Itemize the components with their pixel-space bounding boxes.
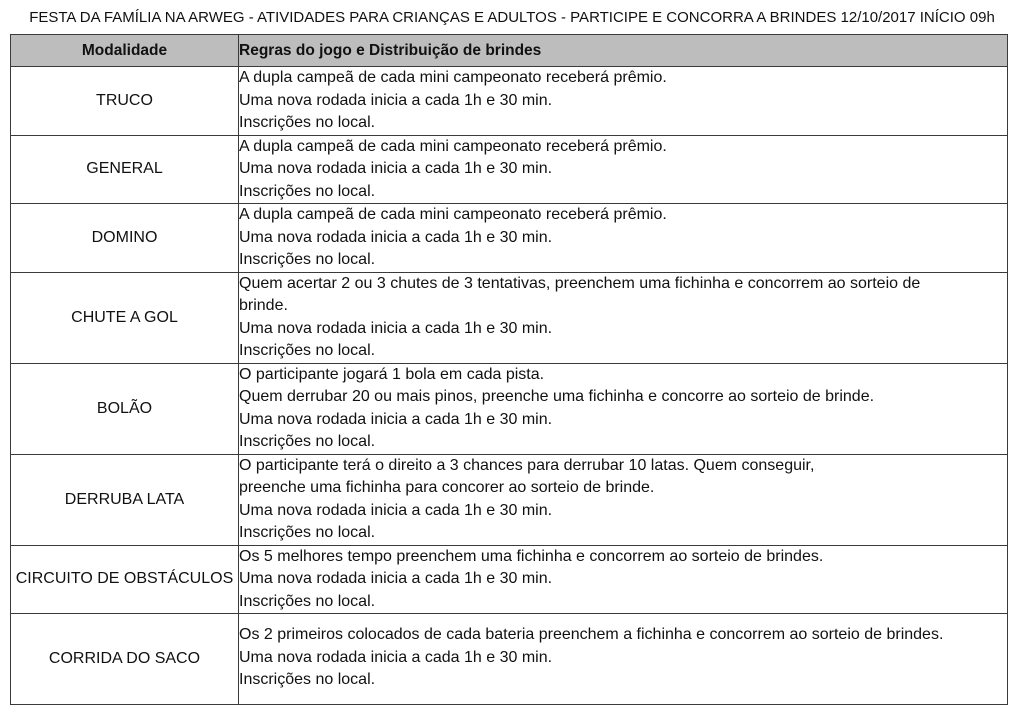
rule-line: O participante terá o direito a 3 chances para derrubar 10 latas. Quem conseguir,	[239, 456, 815, 474]
rule-line: Uma nova rodada inicia a cada 1h e 30 min.	[239, 570, 553, 587]
rule-line: Inscrições no local.	[239, 342, 376, 359]
rule-line: Os 5 melhores tempo preenchem uma fichinha e concorrem ao sorteio de brindes.	[239, 547, 824, 565]
modality-name: CORRIDA DO SACO	[11, 614, 239, 705]
rule-line: brinde.	[239, 297, 288, 314]
rule-line: Uma nova rodada inicia a cada 1h e 30 min.	[239, 91, 553, 109]
rule-line: Inscrições no local.	[239, 433, 376, 450]
table-row	[11, 614, 1008, 705]
rule-line: Uma nova rodada inicia a cada 1h e 30 min.	[239, 319, 553, 337]
rule-line: Uma nova rodada inicia a cada 1h e 30 min.	[239, 160, 553, 177]
rule-line: Quem derrubar 20 ou mais pinos, preenche uma fichinha e concorre ao sorteio de brinde.	[239, 388, 875, 405]
rule-line: Inscrições no local.	[239, 251, 376, 268]
table-header-row	[11, 35, 1008, 67]
rule-line: Os 2 primeiros colocados de cada bateria preenchem a fichinha e concorrem ao sorteio de brindes.	[239, 626, 944, 643]
rule-line: O participante jogará 1 bola em cada pista.	[239, 365, 545, 383]
modality-name: GENERAL	[11, 135, 239, 204]
rule-line: Uma nova rodada inicia a cada 1h e 30 min.	[239, 501, 553, 519]
rules-cell	[239, 67, 1008, 136]
table-row	[11, 454, 1008, 545]
rule-line: A dupla campeã de cada mini campeonato receberá prêmio.	[239, 137, 667, 155]
page-title: FESTA DA FAMÍLIA NA ARWEG - ATIVIDADES PARA CRIANÇAS E ADULTOS - PARTICIPE E CONCORRA A BRINDES 12/10/2017 INÍCIO 09h	[29, 9, 995, 26]
rules-cell	[239, 204, 1008, 273]
rule-line: Inscrições no local.	[239, 671, 376, 688]
rule-line: A dupla campeã de cada mini campeonato receberá prêmio.	[239, 69, 667, 86]
rule-line: Uma nova rodada inicia a cada 1h e 30 min.	[239, 228, 553, 246]
rule-line: Inscrições no local.	[239, 182, 376, 200]
rule-line: Uma nova rodada inicia a cada 1h e 30 min.	[239, 410, 553, 428]
table-row	[11, 545, 1008, 614]
activities-table	[10, 34, 1008, 705]
rules-cell	[239, 614, 1008, 705]
rule-line: Uma nova rodada inicia a cada 1h e 30 min.	[239, 648, 553, 666]
rules-cell	[239, 545, 1008, 614]
header-regras: Regras do jogo e Distribuição de brindes	[239, 35, 1008, 67]
rule-line: A dupla campeã de cada mini campeonato receberá prêmio.	[239, 206, 667, 223]
rule-line: preenche uma fichinha para concorer ao sorteio de brinde.	[239, 479, 655, 496]
table-row	[11, 135, 1008, 204]
header-modalidade: Modalidade	[11, 35, 239, 67]
modality-name: CHUTE A GOL	[11, 272, 239, 363]
rules-cell	[239, 135, 1008, 204]
modality-name: BOLÃO	[11, 363, 239, 454]
table-row	[11, 67, 1008, 136]
modality-name: DOMINO	[11, 204, 239, 273]
rules-cell	[239, 454, 1008, 545]
table-row	[11, 204, 1008, 273]
rule-line: Inscrições no local.	[239, 114, 376, 131]
modality-name: TRUCO	[11, 67, 239, 136]
rule-line: Inscrições no local.	[239, 524, 376, 541]
modality-name: DERRUBA LATA	[11, 454, 239, 545]
rules-cell	[239, 363, 1008, 454]
rule-line: Quem acertar 2 ou 3 chutes de 3 tentativas, preenchem uma fichinha e concorrem ao sorteio de	[239, 274, 921, 292]
table-row	[11, 272, 1008, 363]
rules-cell	[239, 272, 1008, 363]
modality-name: CIRCUITO DE OBSTÁCULOS	[11, 545, 239, 614]
rule-line: Inscrições no local.	[239, 592, 376, 610]
table-row	[11, 363, 1008, 454]
